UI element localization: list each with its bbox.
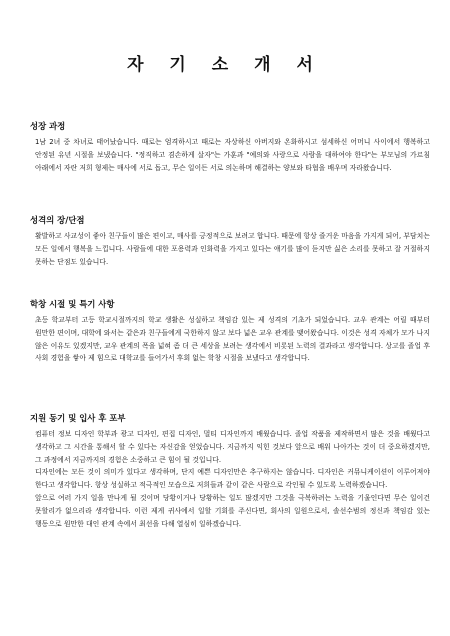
section-motivation: [30, 412, 430, 530]
section-heading: 지원 동기 및 입사 후 포부: [30, 413, 126, 423]
section-heading: 학창 시절 및 특기 사항: [30, 299, 115, 309]
section-body: 1남 2녀 중 차녀로 태어났습니다. 때로는 엄격하시고 때로는 자상하신 아버지와 온화하시고 섬세하신 어머니 사이에서 행복하고 안정된 유년 시절을 보냈습니다. "정직하고 겸손하게 살자"는 가훈과 "예의와 사랑으로 사람을 대하여야 한다"는 부모님의 가르침 아래에서 자란 저희 형제는 매사에 서로 돕고, 무슨 일이든 서로 의논하며 해결하는 양보와 타협을 배우며 자라왔습니다.: [35, 138, 430, 172]
section-heading: 성격의 장/단점: [30, 215, 85, 225]
section-heading: 성장 과정: [30, 121, 66, 131]
section-body: 초등 학교부터 고등 학교시절까지의 학교 생활은 성실하고 책임감 있는 제 성격의 기초가 되었습니다. 교우 관계는 어릴 때부터 원만한 편이며, 대학에 와서는 같은과 친구들에게 국한하지 않고 보다 넓은 교우 관계를 맺어왔습니다. 이것은 성격 자체가 모가 나지 않은 이유도 있겠지만, 교우 관계의 폭을 넓혀 좀 더 큰 세상을 보려는 생각에서 비롯된 노력의 결과라고 생각합니다. 상고를 졸업 후 사회 경험을 쌓아 제 힘으로 대학교를 들어가서 후회 없는 학창 시절을 보냈다고 생각합니다.: [35, 316, 430, 363]
section-growth: [30, 120, 430, 174]
document-title: 자 기 소 개 서: [127, 55, 323, 75]
section-school-life: [30, 298, 430, 365]
section-body: 활발하고 사교성이 좋아 친구들이 많은 편이고, 매사를 긍정적으로 보려고 합니다. 때문에 항상 즐거운 마음을 가지게 되어, 부담치는 모든 일에서 행복을 느낍니다. 사람들에 대한 포용력과 인화력을 가지고 있다는 얘기를 많이 듣지만 싫은 소리를 못하고 잘 거절하지 못하는 단점도 있습니다.: [35, 232, 430, 266]
section-personality: [30, 214, 430, 268]
section-body: 컴퓨터 정보 디자인 학부과 광고 디자인, 편집 디자인, 멀티 디자인까지 배웠습니다. 졸업 작품을 제작하면서 많은 것을 배웠다고 생각하고 그 시간을 통해서 할 수 있다는 자신감을 얻었습니다. 지금까지 익힌 것보다 앞으로 배워 나아가는 것이 더 중요하겠지만, 그 과정에서 지금까지의 경험은 소중하고 큰 힘이 될 것입니다. 디자인에는 모든 것이 의미가 있다고 생각하며, 단지 예쁜 디자인만은 추구하지는 않습니다. 디자인은 커뮤니케이션이 이루어져야 한다고 생각합니다. 항상 성실하고 적극적인 모습으로 저희들과 같이 같은 사람으로 각인될 수 있도록 노력하겠습니다. 앞으로 여러 가지 일을 만나게 될 것이며 당황이거나 당황하는 일도 많겠지만 그것을 극복하려는 노력을 기울인다면 무슨 일이건 못할리가 없으리라 생각합니다. 이런 제게 귀사에서 일할 기회를 주신다면, 회사의 일원으로서, 솔선수범의 정신과 책임감 있는 행동으로 원만한 대인 관계 속에서 최선을 다해 열심히 일하겠습니다.: [35, 430, 430, 528]
